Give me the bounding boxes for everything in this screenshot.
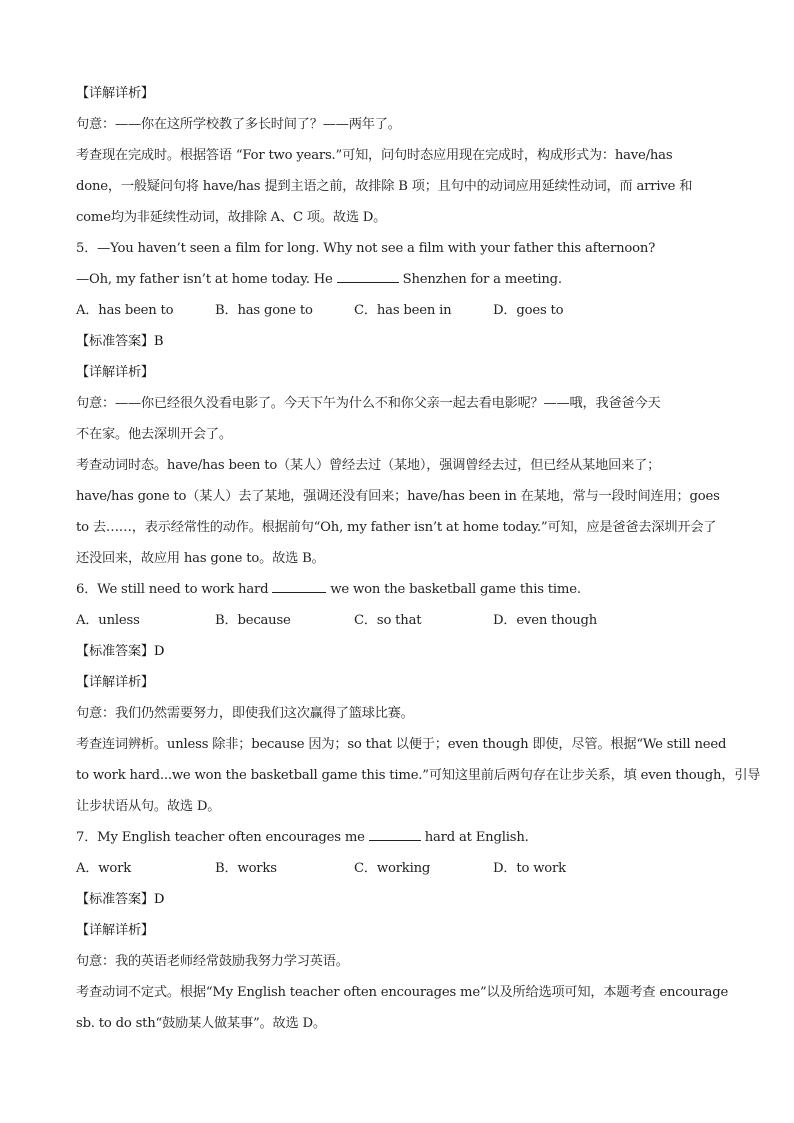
analysis-heading: 【详解详析】 <box>76 86 154 101</box>
option-c: C．working <box>354 861 431 876</box>
q5-meaning-line-1: 句意：——你已经很久没看电影了。今天下午为什么不和你父亲一起去看电影呢？——哦，我爸爸今天 <box>76 396 661 411</box>
q7-analysis-heading: 【详解详析】 <box>76 923 154 938</box>
q5-stem-line-2 <box>76 264 716 295</box>
q7-stem <box>76 822 716 853</box>
q6-stem <box>76 574 716 605</box>
q5-explanation-line-2: have/has gone to（某人）去了某地，强调还没有回来；have/has been in 在某地，常与一段时间连用；goes <box>76 489 720 504</box>
q5-analysis-heading: 【详解详析】 <box>76 365 154 380</box>
q6-meaning: 句意：我们仍然需要努力，即使我们这次赢得了篮球比赛。 <box>76 706 414 721</box>
q7-options <box>76 853 716 884</box>
q7-explanation-line-2: sb. to do sth“鼓励某人做某事”。故选 D。 <box>76 1016 326 1031</box>
q7-meaning: 句意：我的英语老师经常鼓励我努力学习英语。 <box>76 954 349 969</box>
option-d: D．even though <box>493 613 598 628</box>
q4-explanation-line-1: 考查现在完成时。根据答语 “For two years.”可知，问句时态应用现在完成时，构成形式为：have/has <box>76 148 673 163</box>
q5-explanation-line-1: 考查动词时态。have/has been to（某人）曾经去过（某地），强调曾经去过，但已经从某地回来了； <box>76 458 661 473</box>
document-page <box>76 78 761 1039</box>
option-b: B．has gone to <box>215 303 313 318</box>
q7-stem-post: hard at English. <box>420 830 529 845</box>
option-a: A．work <box>76 861 132 876</box>
q5-stem-pre: —Oh, my father isn’t at home today. He <box>76 272 337 287</box>
q6-stem-pre: 6．We still need to work hard <box>76 582 273 597</box>
option-a: A．has been to <box>76 303 174 318</box>
q7-explanation-line-1: 考查动词不定式。根据“My English teacher often encourages me”以及所给选项可知，本题考查 encourage <box>76 985 729 1000</box>
q5-meaning-line-2: 不在家。他去深圳开会了。 <box>76 427 232 442</box>
q5-stem-post: Shenzhen for a meeting. <box>398 272 562 287</box>
q6-explanation-line-3: 让步状语从句。故选 D。 <box>76 799 221 814</box>
q4-explanation-line-2: done，一般疑问句将 have/has 提到主语之前，故排除 B 项；且句中的动词应用延续性动词，而 arrive 和 <box>76 179 693 194</box>
q6-explanation-line-1: 考查连词辨析。unless 除非；because 因为；so that 以便于；even though 即使，尽管。根据“We still need <box>76 737 727 752</box>
option-a: A．unless <box>76 613 140 628</box>
option-b: B．works <box>215 861 277 876</box>
q5-answer: 【标准答案】B <box>76 334 164 349</box>
answer-blank <box>369 830 421 841</box>
q4-explanation-line-3: come均为非延续性动词，故排除 A、C 项。故选 D。 <box>76 210 387 225</box>
q6-stem-post: we won the basketball game this time. <box>326 582 581 597</box>
q5-explanation-line-4: 还没回来，故应用 has gone to。故选 B。 <box>76 551 325 566</box>
answer-blank <box>337 272 399 283</box>
answer-blank <box>272 582 326 593</box>
q7-stem-pre: 7．My English teacher often encourages me <box>76 830 369 845</box>
q4-meaning: 句意：——你在这所学校教了多长时间了？——两年了。 <box>76 117 401 132</box>
q6-explanation-line-2: to work hard...we won the basketball game this time.”可知这里前后两句存在让步关系，填 even though，引导 <box>76 768 761 783</box>
q6-options <box>76 605 716 636</box>
option-d: D．goes to <box>493 303 564 318</box>
option-c: C．so that <box>354 613 422 628</box>
option-b: B．because <box>215 613 291 628</box>
q5-stem-line-1: 5．—You haven’t seen a film for long. Why not see a film with your father this afternoon? <box>76 241 656 256</box>
option-d: D．to work <box>493 861 566 876</box>
option-c: C．has been in <box>354 303 452 318</box>
q6-analysis-heading: 【详解详析】 <box>76 675 154 690</box>
q7-answer: 【标准答案】D <box>76 892 165 907</box>
q6-answer: 【标准答案】D <box>76 644 165 659</box>
q5-explanation-line-3: to 去……，表示经常性的动作。根据前句“Oh, my father isn’t at home today.”可知，应是爸爸去深圳开会了 <box>76 520 717 535</box>
q5-options <box>76 295 716 326</box>
